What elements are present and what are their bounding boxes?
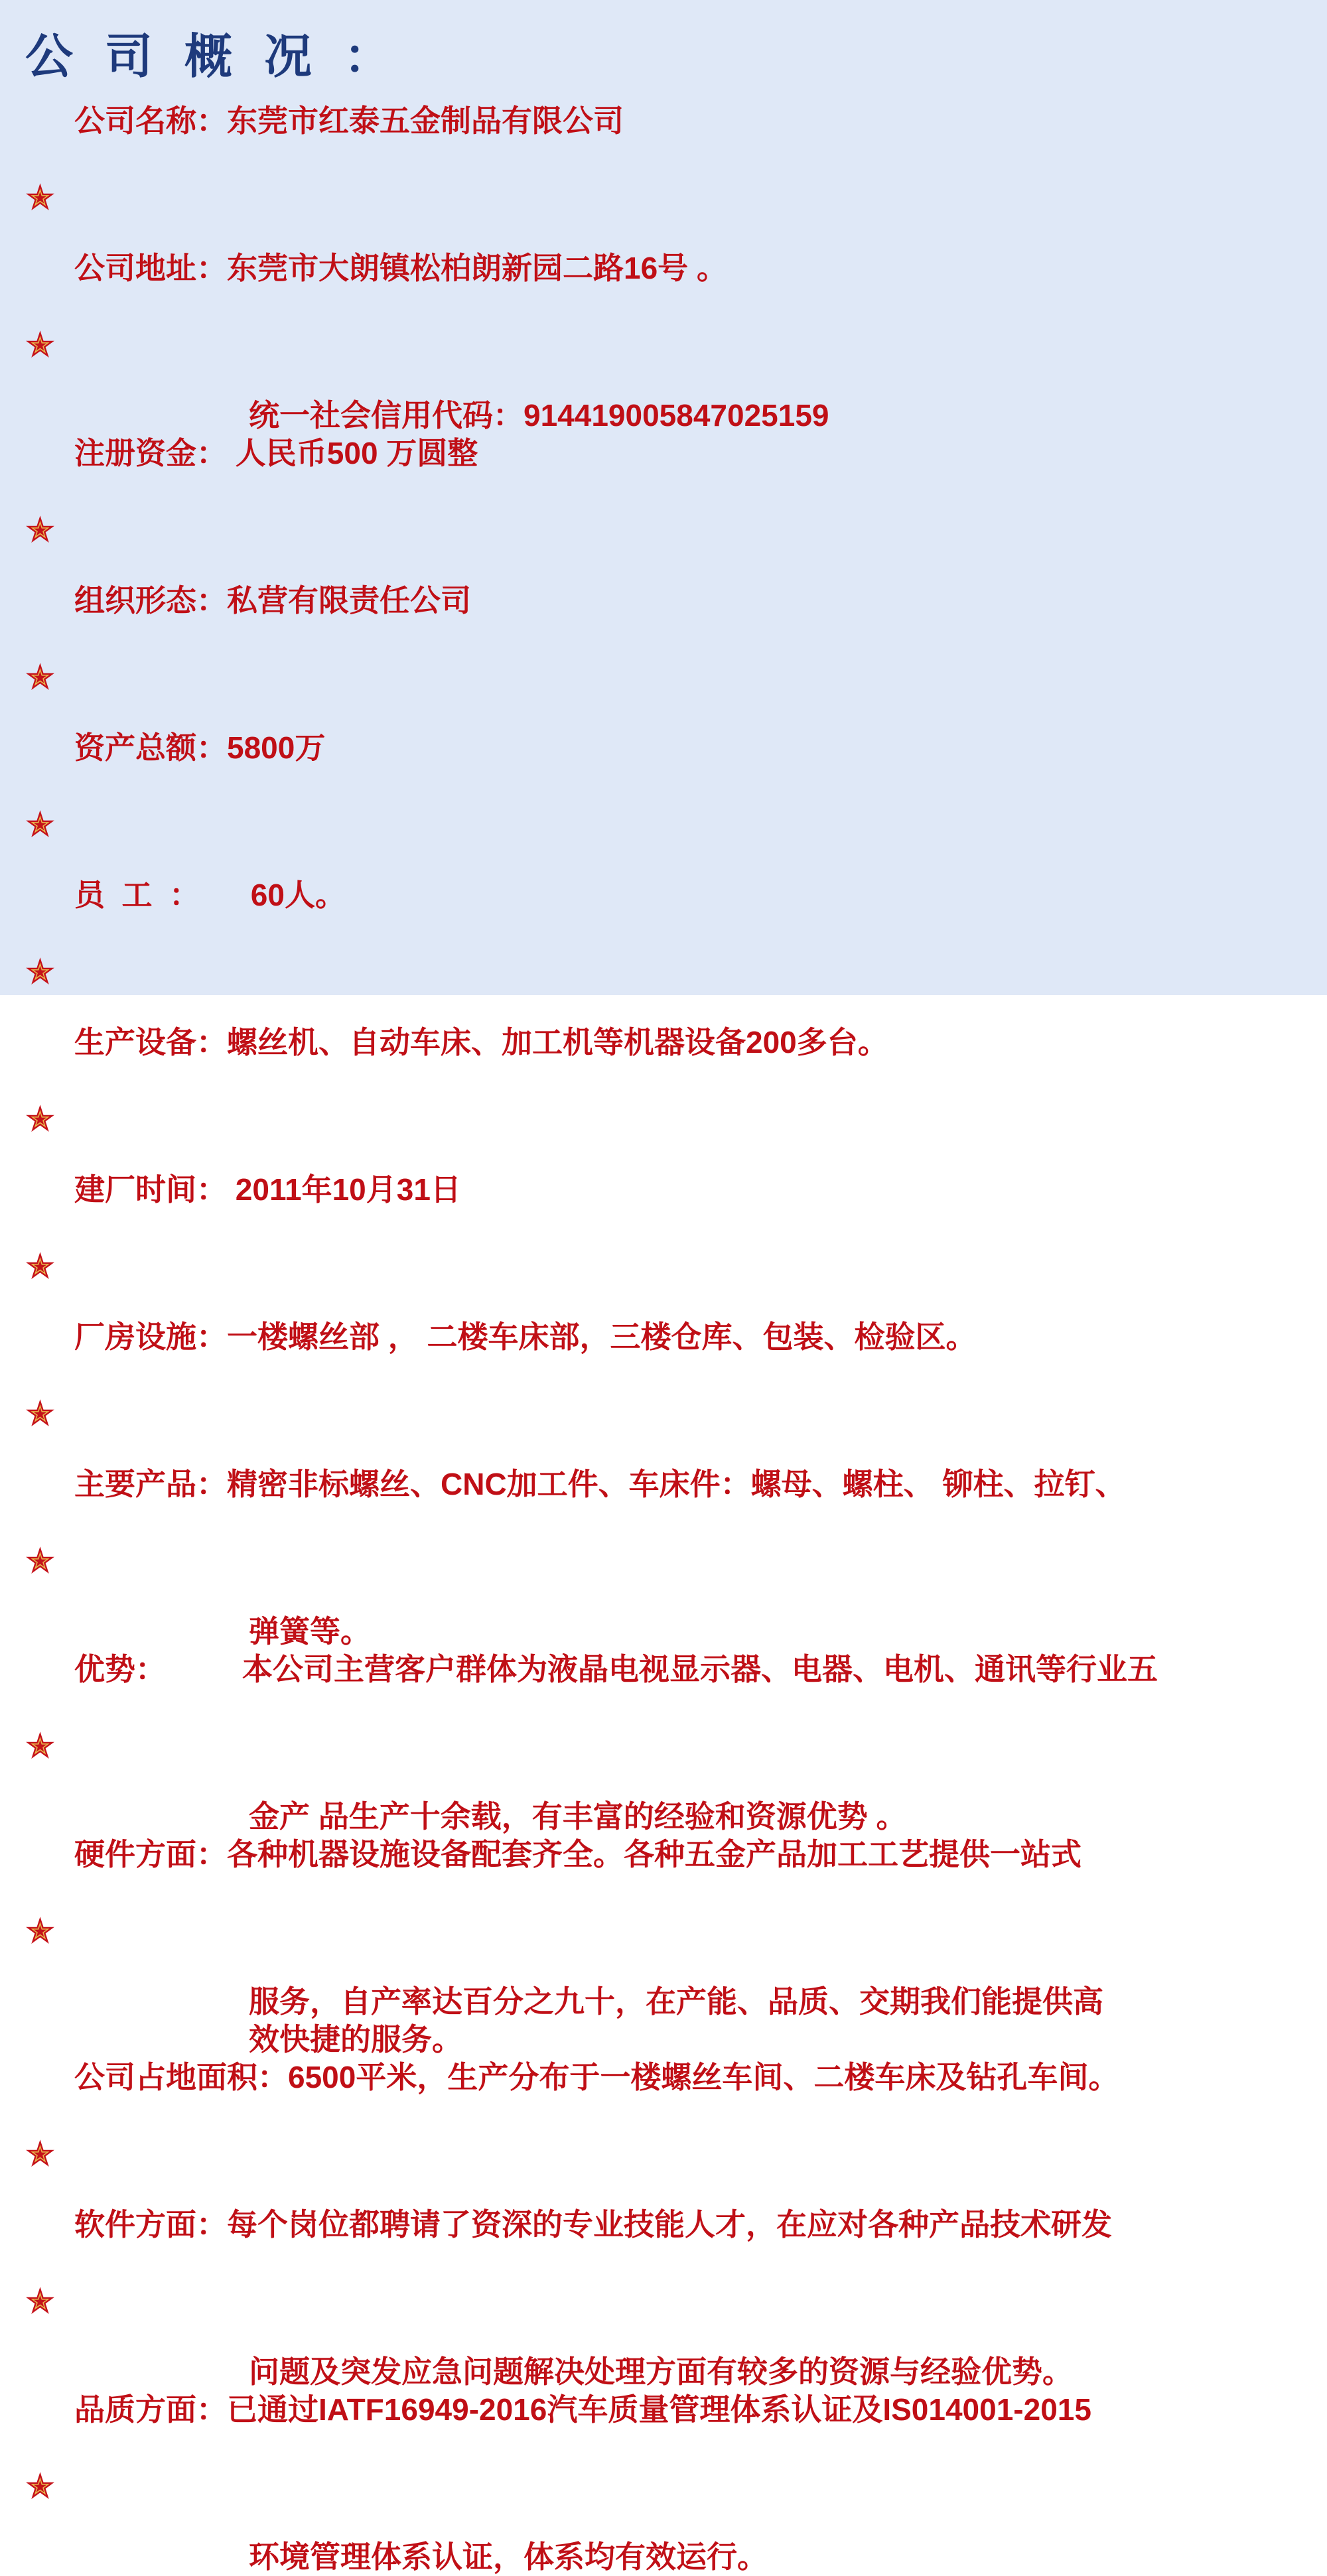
company-name-text: 公司名称：东莞市红泰五金制品有限公司 — [74, 103, 624, 138]
credit-code-text: 统一社会信用代码：914419005847025159 — [249, 398, 829, 433]
row-hardware-aspect — [25, 1836, 1307, 1983]
organization-type-text: 组织形态：私营有限责任公司 — [74, 583, 471, 618]
star-bullet-icon — [25, 2391, 74, 2538]
main-products-text: 主要产品：精密非标螺丝、CNC加工件、车床件：螺母、螺柱、 铆柱、拉钉、 — [74, 1467, 1126, 1501]
star-bullet-icon — [25, 1651, 74, 1798]
star-bullet-icon — [25, 1465, 74, 1613]
company-overview-list — [25, 102, 1307, 2576]
registered-capital-text: 注册资金： 人民币500 万圆整 — [74, 436, 478, 470]
row-founding-date — [25, 1171, 1307, 1318]
main-products-continued-text: 弹簧等。 — [249, 1614, 371, 1649]
row-employees — [25, 876, 1307, 1024]
hardware-aspect-continued-2-text: 效快捷的服务。 — [249, 2022, 462, 2057]
row-quality-aspect-continued — [25, 2538, 1307, 2576]
star-bullet-icon — [25, 876, 74, 1024]
advantage-text: 优势： 本公司主营客户群体为液晶电视显示器、电器、电机、通讯等行业五 — [74, 1652, 1158, 1686]
software-aspect-continued-text: 问题及突发应急问题解决处理方面有较多的资源与经验优势。 — [249, 2354, 1073, 2389]
row-advantage-continued — [25, 1798, 1307, 1836]
row-main-products — [25, 1465, 1307, 1613]
floor-area-text: 公司占地面积：6500平米，生产分布于一楼螺丝车间、二楼车床及钻孔车间。 — [74, 2060, 1119, 2094]
row-quality-aspect — [25, 2391, 1307, 2538]
star-bullet-icon — [25, 2206, 74, 2353]
row-main-products-continued — [25, 1613, 1307, 1651]
employees-text: 员 工 ： 60人。 — [74, 878, 346, 912]
factory-facilities-text: 厂房设施：一楼螺丝部 ， 二楼车床部，三楼仓库、包装、检验区。 — [74, 1320, 977, 1354]
founding-date-text: 建厂时间： 2011年10月31日 — [74, 1172, 461, 1207]
row-credit-code — [25, 397, 1307, 435]
row-advantage — [25, 1651, 1307, 1798]
page-title: 公 司 概 况 ： — [25, 31, 401, 84]
quality-aspect-text: 品质方面：已通过IATF16949-2016汽车质量管理体系认证及IS014001-2015 — [74, 2392, 1091, 2427]
star-bullet-icon — [25, 1318, 74, 1465]
advantage-continued-text: 金产 品生产十余载，有丰富的经验和资源优势 。 — [249, 1799, 907, 1834]
row-floor-area — [25, 2059, 1307, 2206]
row-company-name — [25, 102, 1307, 249]
row-factory-facilities — [25, 1318, 1307, 1465]
star-bullet-icon — [25, 249, 74, 397]
row-software-aspect-continued — [25, 2353, 1307, 2391]
hardware-aspect-text: 硬件方面：各种机器设施设备配套齐全。各种五金产品加工工艺提供一站式 — [74, 1837, 1082, 1871]
row-production-equipment — [25, 1024, 1307, 1171]
row-hardware-aspect-continued-1 — [25, 1983, 1307, 2021]
star-bullet-icon — [25, 435, 74, 582]
star-bullet-icon — [25, 1836, 74, 1983]
star-bullet-icon — [25, 1171, 74, 1318]
star-bullet-icon — [25, 2059, 74, 2206]
quality-aspect-continued-text: 环境管理体系认证，体系均有效运行。 — [249, 2540, 768, 2574]
row-organization-type — [25, 582, 1307, 729]
row-total-assets — [25, 729, 1307, 876]
row-hardware-aspect-continued-2 — [25, 2021, 1307, 2059]
total-assets-text: 资产总额：5800万 — [74, 730, 326, 765]
star-bullet-icon — [25, 729, 74, 876]
star-bullet-icon — [25, 582, 74, 729]
row-company-address — [25, 249, 1307, 397]
company-address-text: 公司地址：东莞市大朗镇松柏朗新园二路16号 。 — [74, 251, 727, 285]
hardware-aspect-continued-1-text: 服务，自产率达百分之九十，在产能、品质、交期我们能提供高 — [249, 1984, 1103, 2019]
star-bullet-icon — [25, 102, 74, 249]
production-equipment-text: 生产设备：螺丝机、自动车床、加工机等机器设备200多台。 — [74, 1025, 888, 1059]
software-aspect-text: 软件方面：每个岗位都聘请了资深的专业技能人才，在应对各种产品技术研发 — [74, 2207, 1112, 2242]
star-bullet-icon — [25, 1024, 74, 1171]
row-registered-capital — [25, 435, 1307, 582]
row-software-aspect — [25, 2206, 1307, 2353]
